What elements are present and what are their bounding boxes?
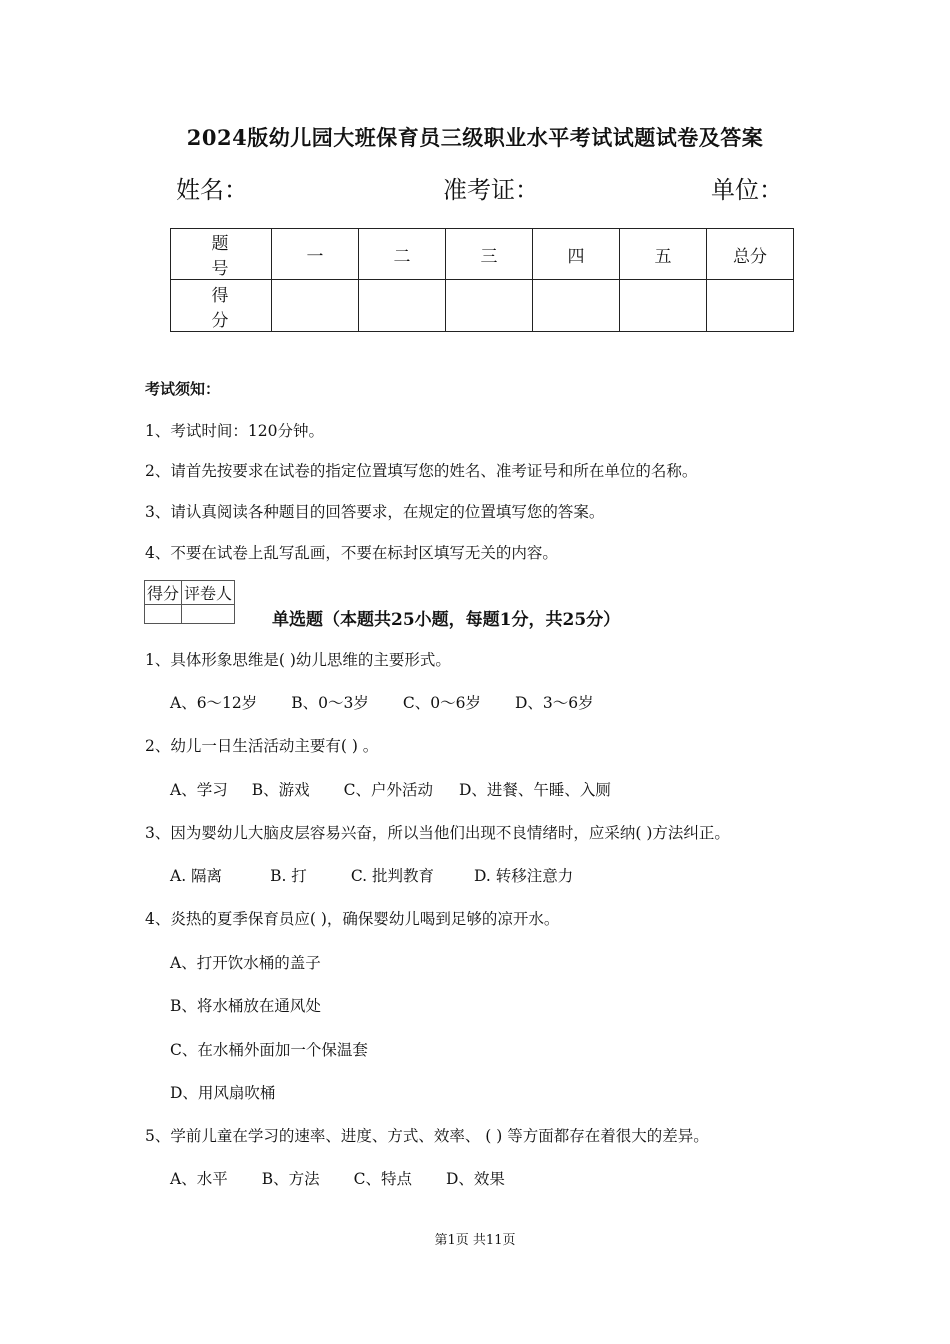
notice-item: 2、请首先按要求在试卷的指定位置填写您的姓名、准考证号和所在单位的名称。 [145, 462, 698, 480]
notice-item: 4、不要在试卷上乱写乱画，不要在标封区填写无关的内容。 [145, 544, 558, 562]
score-cell-total[interactable] [707, 280, 794, 332]
option-b[interactable]: B、方法 [261, 1170, 320, 1188]
unit-label: 单位： [711, 176, 783, 204]
question-5-stem: 5、学前儿童在学习的速率、进度、方式、效率、 ( ) 等方面都存在着很大的差异。 [145, 1127, 709, 1145]
option-a[interactable]: A、水平 [170, 1170, 228, 1188]
score-cell-1[interactable] [272, 280, 359, 332]
option-a[interactable]: A、打开饮水桶的盖子 [170, 954, 321, 972]
name-label: 姓名： [176, 176, 248, 204]
option-c[interactable]: C、在水桶外面加一个保温套 [170, 1041, 368, 1059]
score-cell-5[interactable] [620, 280, 707, 332]
option-d[interactable]: D、效果 [445, 1170, 505, 1188]
score-label: 得 分 [171, 280, 272, 332]
question-3-stem: 3、因为婴幼儿大脑皮层容易兴奋，所以当他们出现不良情绪时，应采纳( )方法纠正。 [145, 824, 730, 842]
question-5-options [170, 1167, 505, 1189]
exam-title: 2024版幼儿园大班保育员三级职业水平考试试题试卷及答案 [186, 125, 764, 150]
option-b[interactable]: B、游戏 [251, 781, 310, 799]
section-title: 单选题（本题共25小题，每题1分，共25分） [272, 610, 621, 630]
question-4-stem: 4、炎热的夏季保育员应( )，确保婴幼儿喝到足够的凉开水。 [145, 910, 560, 928]
score-cell-3[interactable] [446, 280, 533, 332]
option-d[interactable]: D、进餐、午睡、入厕 [458, 781, 611, 799]
exam-id-label: 准考证： [443, 176, 539, 204]
score-table [170, 228, 794, 332]
option-d[interactable]: D、3～6岁 [515, 694, 594, 712]
section-2-header: 二 [359, 229, 446, 280]
option-a[interactable]: A. 隔离 [170, 867, 223, 885]
grader-score-cell[interactable] [145, 605, 182, 624]
notice-item: 1、考试时间：120分钟。 [145, 422, 324, 440]
question-number-label: 题 号 [171, 229, 272, 280]
grader-box [144, 580, 235, 624]
grader-name-label: 评卷人 [182, 581, 235, 605]
grader-score-label: 得分 [145, 581, 182, 605]
option-c[interactable]: C、特点 [353, 1170, 412, 1188]
option-a[interactable]: A、学习 [170, 781, 228, 799]
option-b[interactable]: B. 打 [270, 867, 307, 885]
section-1-header: 一 [272, 229, 359, 280]
score-table-score-row [171, 280, 794, 332]
question-2-stem: 2、幼儿一日生活活动主要有( ) 。 [145, 737, 379, 755]
section-4-header: 四 [533, 229, 620, 280]
page-footer: 第1页 共11页 [434, 1233, 516, 1248]
question-1-stem: 1、具体形象思维是( )幼儿思维的主要形式。 [145, 651, 451, 669]
option-c[interactable]: C、户外活动 [343, 781, 433, 799]
notice-item: 3、请认真阅读各种题目的回答要求，在规定的位置填写您的答案。 [145, 503, 605, 521]
section-5-header: 五 [620, 229, 707, 280]
option-d[interactable]: D、用风扇吹桶 [170, 1084, 276, 1102]
option-c[interactable]: C、0～6岁 [402, 694, 481, 712]
option-b[interactable]: B、将水桶放在通风处 [170, 997, 321, 1015]
grader-name-cell[interactable] [182, 605, 235, 624]
question-3-options [170, 864, 573, 886]
score-cell-2[interactable] [359, 280, 446, 332]
option-b[interactable]: B、0～3岁 [291, 694, 369, 712]
score-table-header-row [171, 229, 794, 280]
option-d[interactable]: D. 转移注意力 [473, 867, 574, 885]
notice-heading: 考试须知： [145, 380, 221, 398]
option-a[interactable]: A、6～12岁 [170, 694, 258, 712]
question-2-options [170, 778, 611, 800]
option-c[interactable]: C. 批判教育 [350, 867, 434, 885]
question-1-options [170, 691, 594, 713]
score-cell-4[interactable] [533, 280, 620, 332]
section-3-header: 三 [446, 229, 533, 280]
total-header: 总分 [707, 229, 794, 280]
